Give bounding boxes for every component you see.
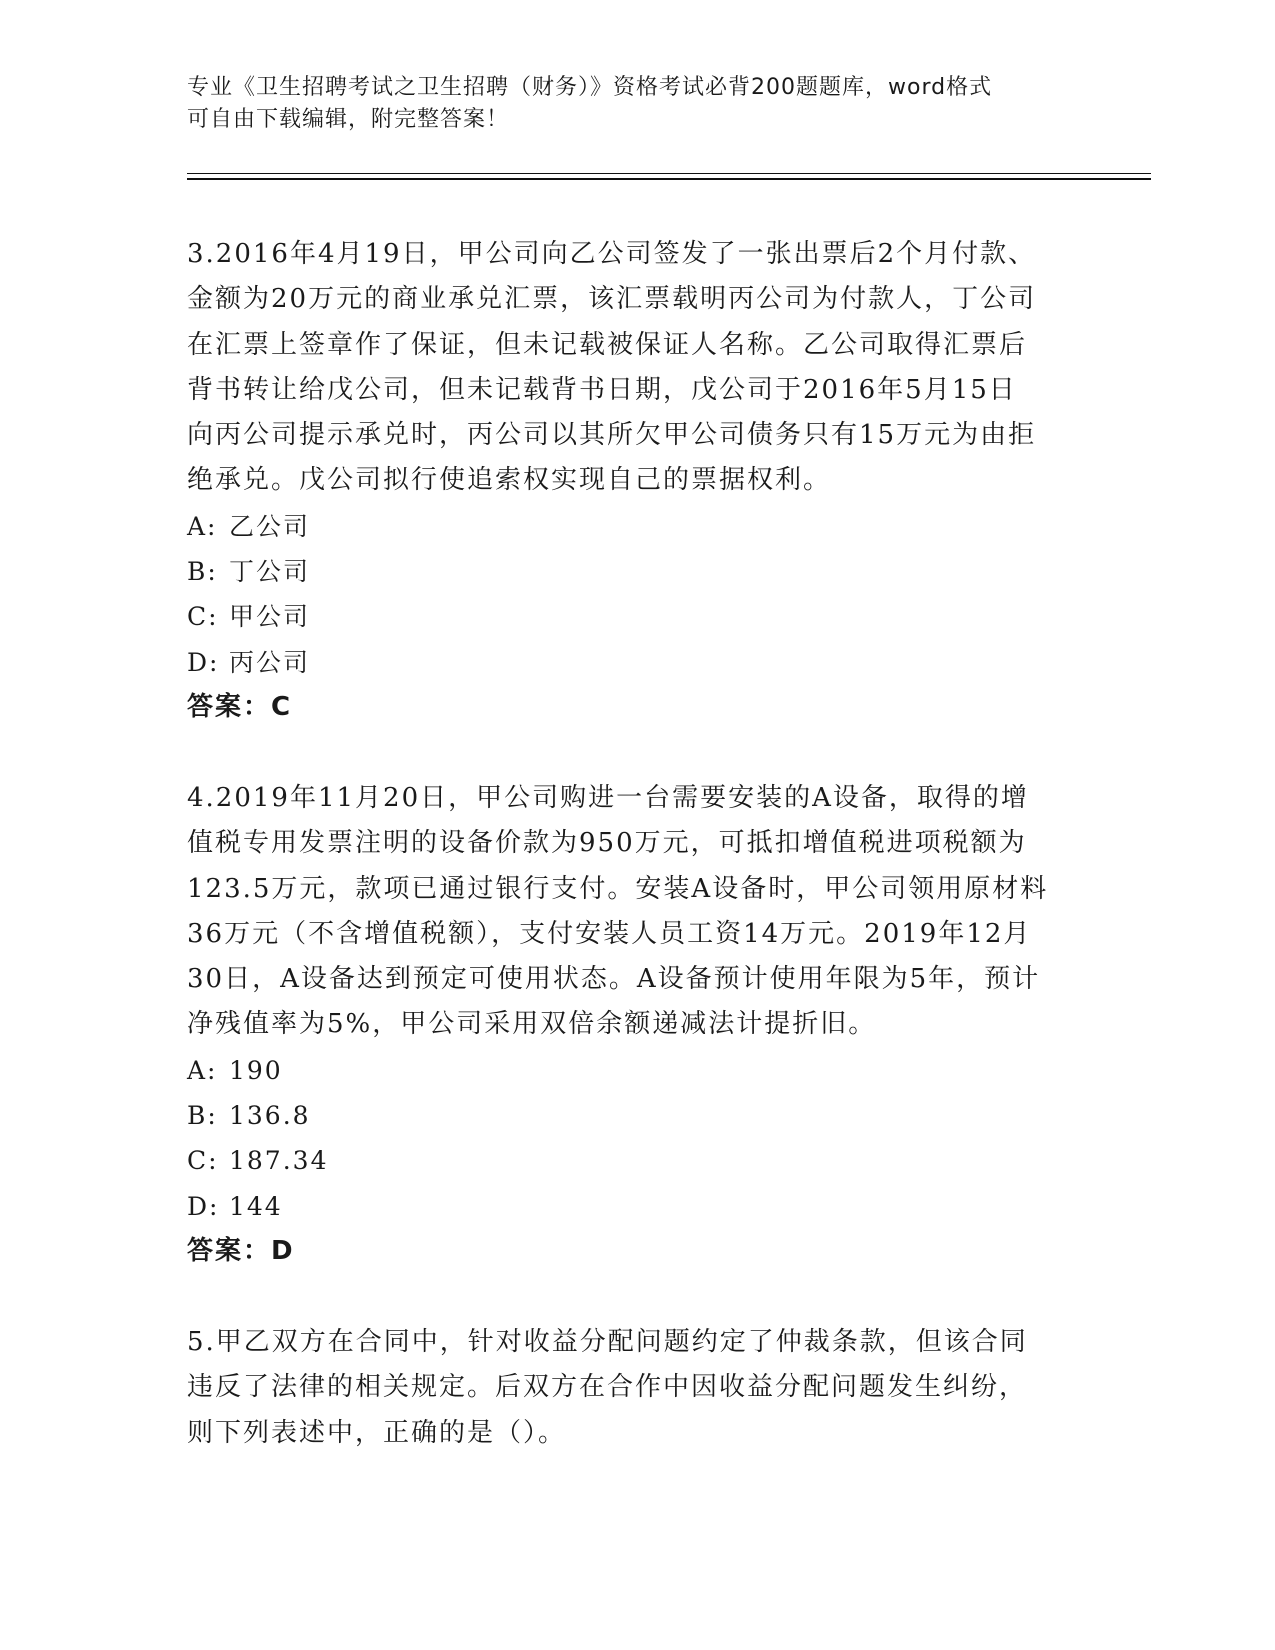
option-letter: D: [187,647,220,677]
stem-line: 违反了法律的相关规定。后双方在合作中因收益分配问题发生纠纷， [187,1372,1028,1403]
stem-line: 3.2016年4月19日，甲公司向乙公司签发了一张出票后2个月付款、 [187,239,1037,269]
stem-line: 4.2019年11月20日，甲公司购进一台需要安装的A设备，取得的增 [187,783,1029,813]
option-letter: A: [187,1055,218,1085]
stem-line: 净残值率为5%，甲公司采用双倍余额递减法计提折旧。 [187,1009,877,1040]
stem-line: 123.5万元，款项已通过银行支付。安装A设备时，甲公司领用原材料 [187,873,1049,904]
option-c [187,1138,1087,1183]
option-text: 乙公司 [229,511,311,541]
option-a [187,504,1087,549]
option-text: 187.34 [229,1146,329,1176]
stem-line: 5.甲乙双方在合同中，针对收益分配问题约定了仲裁条款，但该合同 [187,1327,1028,1357]
question-4 [187,776,1087,1274]
document-header [187,72,1067,136]
option-c [187,594,1087,639]
option-text: 136.8 [229,1101,311,1131]
header-divider-thin [187,173,1151,174]
stem-line: 值税专用发票注明的设备价款为950万元，可抵扣增值税进项税额为 [187,828,1027,859]
question-3 [187,232,1087,730]
stem-line: 向丙公司提示承兑时，丙公司以其所欠甲公司债务只有15万元为由拒 [187,420,1037,451]
option-text: 144 [229,1191,283,1221]
option-text: 190 [229,1055,283,1085]
option-text: 甲公司 [229,602,311,632]
option-d [187,1184,1087,1229]
option-b [187,1093,1087,1138]
option-letter: C: [187,1146,219,1176]
question-stem [187,1320,1087,1456]
question-5 [187,1320,1087,1456]
stem-line: 在汇票上签章作了保证，但未记载被保证人名称。乙公司取得汇票后 [187,329,1028,360]
stem-line: 30日，A设备达到预定可使用状态。A设备预计使用年限为5年，预计 [187,964,1041,995]
option-text: 丁公司 [229,557,311,587]
option-letter: B: [187,557,218,587]
answer-line: 答案：D [187,1235,295,1266]
stem-line: 绝承兑。戊公司拟行使追索权实现自己的票据权利。 [187,465,832,496]
option-b [187,549,1087,594]
header-line-1: 专业《卫生招聘考试之卫生招聘（财务）》资格考试必背200题题库，word格式 [187,75,993,100]
option-d [187,640,1087,685]
stem-line: 36万元（不含增值税额），支付安装人员工资14万元。2019年12月 [187,918,1032,949]
option-letter: C: [187,602,219,632]
option-text: 丙公司 [229,647,311,677]
option-a [187,1048,1087,1093]
question-stem [187,776,1087,1048]
stem-line: 金额为20万元的商业承兑汇票，该汇票载明丙公司为付款人，丁公司 [187,284,1037,315]
header-divider-thick [187,178,1151,180]
option-letter: A: [187,511,218,541]
option-letter: B: [187,1101,218,1131]
question-stem [187,232,1087,504]
stem-line: 背书转让给戊公司，但未记载背书日期，戊公司于2016年5月15日 [187,374,1017,405]
answer-line: 答案：C [187,691,293,722]
option-letter: D: [187,1191,220,1221]
header-line-2: 可自由下载编辑，附完整答案！ [187,107,510,132]
stem-line: 则下列表述中，正确的是（）。 [187,1417,567,1448]
